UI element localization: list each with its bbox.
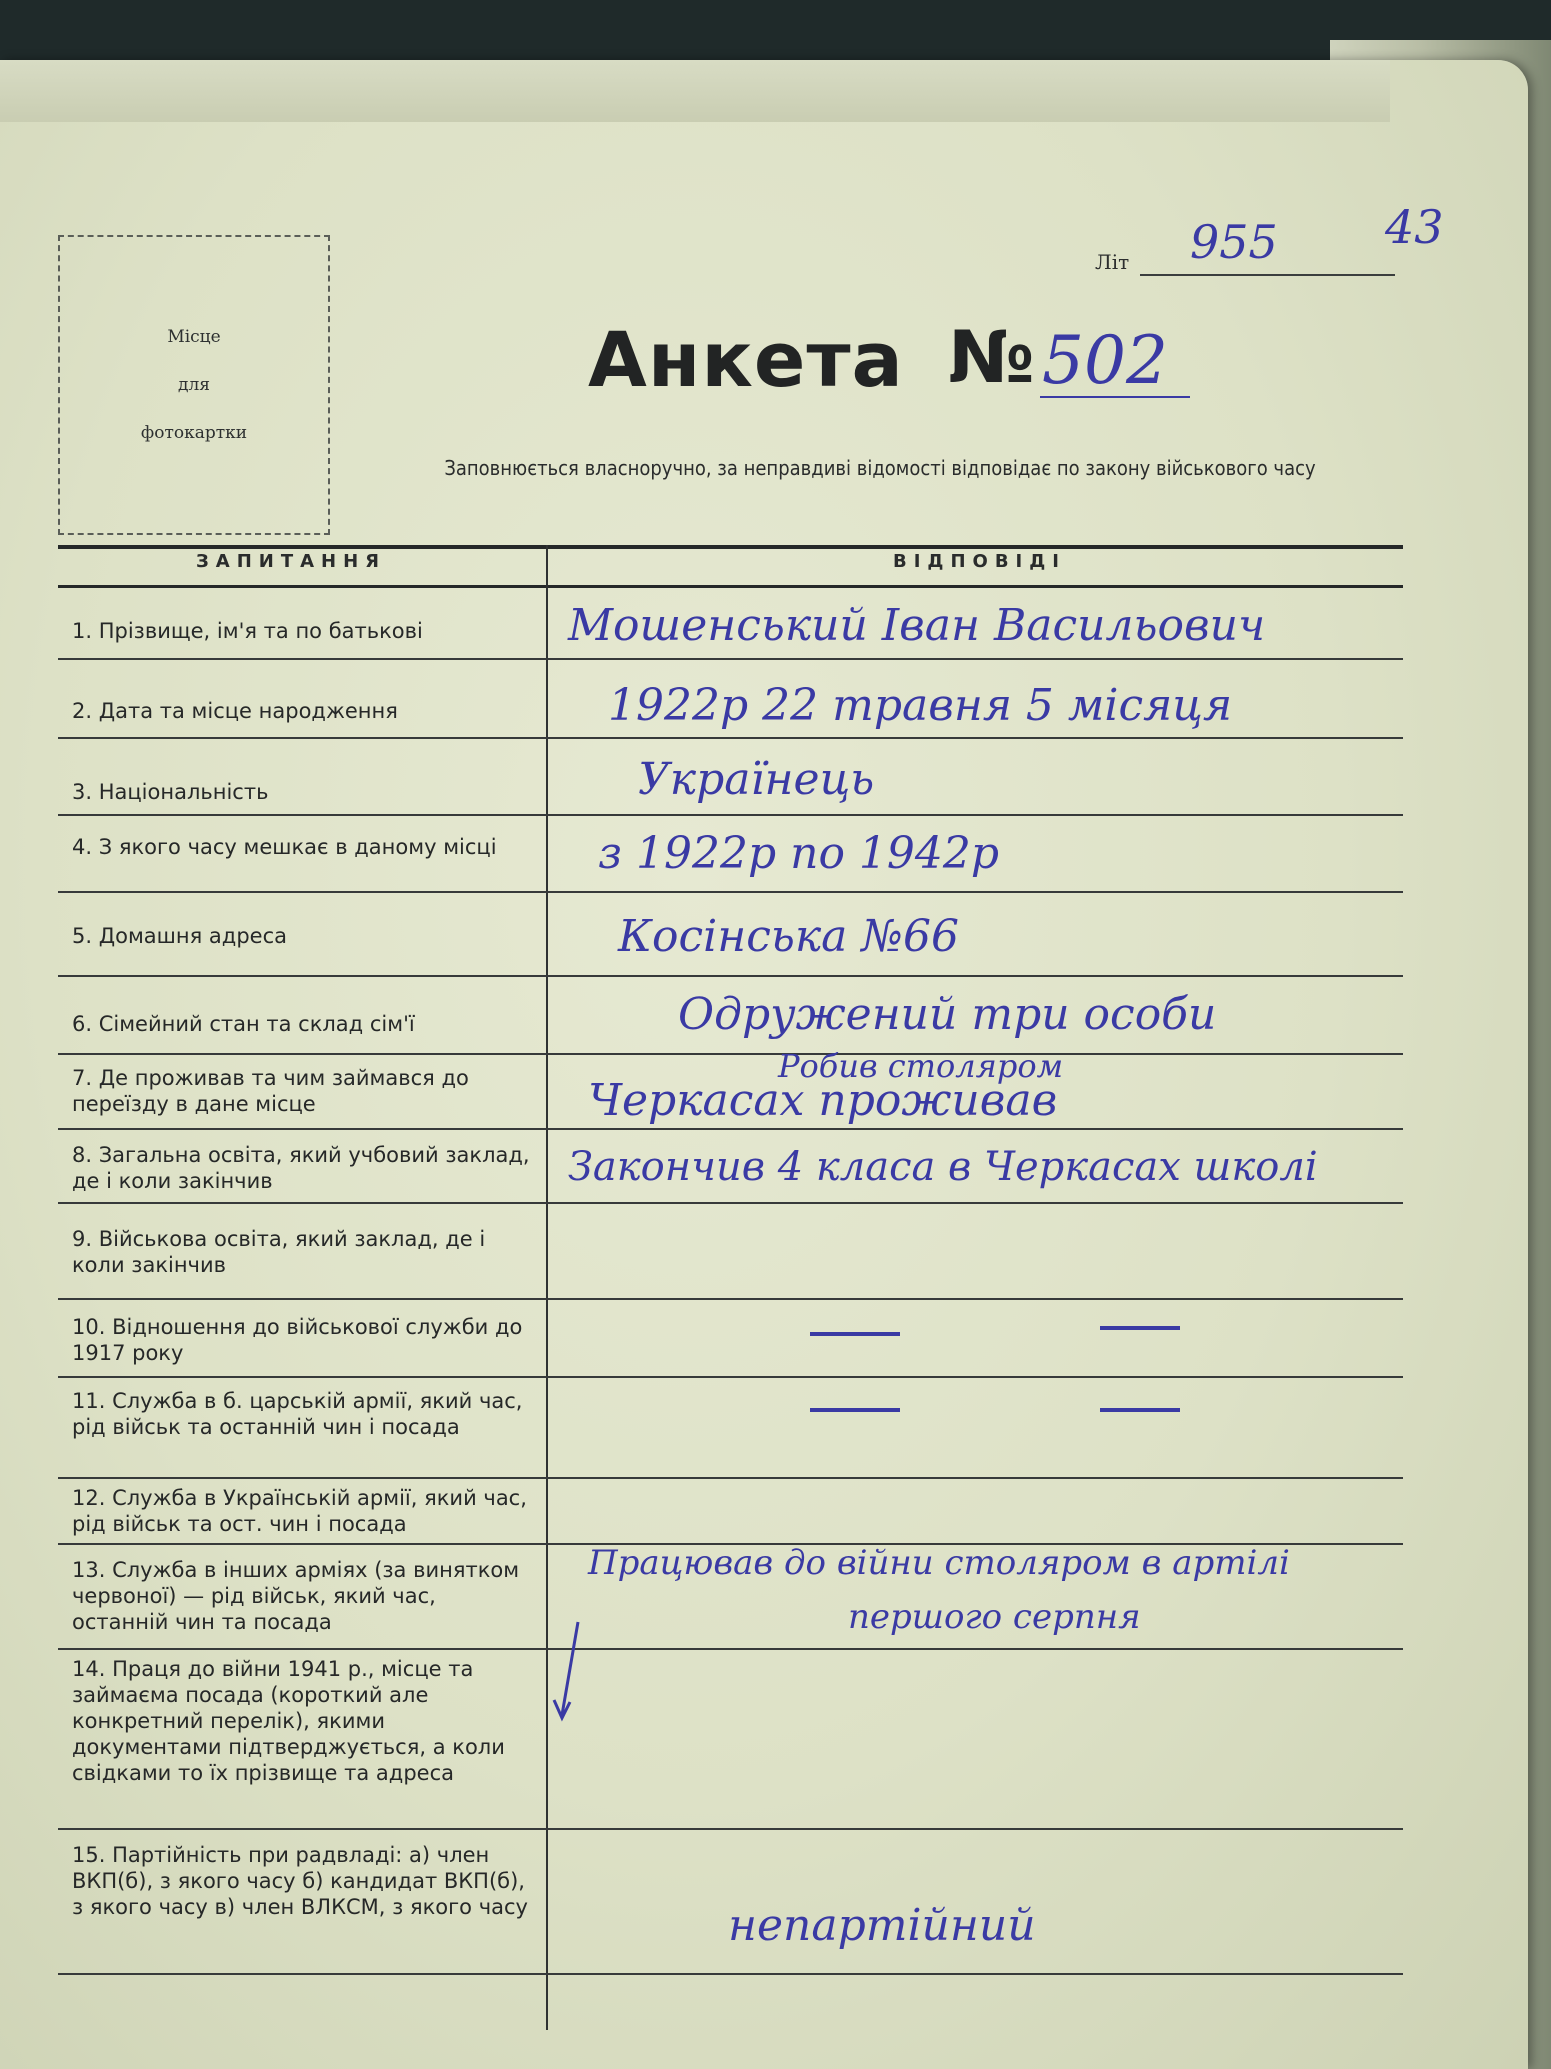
photo-label-3: фотокартки <box>140 423 248 443</box>
answer-7-note: Робив столяром <box>778 1047 1064 1085</box>
answers-header: ВІДПОВІДІ <box>893 551 1066 572</box>
questions-header: ЗАПИТАННЯ <box>196 551 387 572</box>
form-number: 502 <box>1042 322 1168 399</box>
question-4: 4. З якого часу мешкає в даному місці <box>72 835 497 859</box>
question-8: 8. Загальна освіта, який учбовий заклад, де і коли закінчив <box>72 1143 530 1193</box>
form-number-underline <box>1040 396 1190 398</box>
questionnaire-table <box>58 545 1403 2030</box>
question-13: 13. Служба в інших арміях (за винятком червоної) — рід військ, який час, останній чин та посада <box>72 1558 520 1634</box>
table-row <box>58 977 1403 1055</box>
answer-10-dash-2 <box>1100 1326 1180 1330</box>
table-row <box>58 1479 1403 1545</box>
question-11: 11. Служба в б. царській армії, який час, рід військ та останній чин і посада <box>72 1389 523 1439</box>
row-rule-left <box>58 1973 546 1975</box>
photo-label-1: Місце <box>167 327 221 347</box>
subtitle: Заповнюється власноручно, за неправдиві відомості відповідає по закону військового часу <box>444 456 1316 480</box>
table-row <box>58 1047 1403 1130</box>
answer-11-dash-1 <box>810 1408 900 1412</box>
answer-6: Одружений три особи <box>678 989 1217 1040</box>
answer-3: Українець <box>638 754 875 805</box>
table-row <box>58 1300 1403 1378</box>
question-2: 2. Дата та місце народження <box>72 699 398 723</box>
question-12: 12. Служба в Українській армії, який час, рід військ та ост. чин і посада <box>72 1486 527 1536</box>
number-sign: № <box>948 315 1035 399</box>
question-5: 5. Домашня адреса <box>72 924 287 948</box>
question-15: 15. Партійність при радвладі: а) член ВКП(б), з якого часу б) кандидат ВКП(б), з якого часу в) член ВЛКСМ, з якого часу <box>72 1843 528 1919</box>
answer-13-note: першого серпня <box>848 1597 1141 1637</box>
table-row <box>58 1130 1403 1204</box>
answer-10-dash-1 <box>810 1332 900 1336</box>
table-top-rule <box>58 545 1403 549</box>
page-title: Анкета <box>588 315 904 404</box>
row-rule-right <box>546 1973 1403 1975</box>
photo-placeholder <box>58 235 330 535</box>
lit-number: 955 <box>1190 215 1278 269</box>
arrow-mark <box>548 1620 588 1730</box>
table-row <box>58 1545 1403 1650</box>
question-7: 7. Де проживав та чим займався до переїзду в дане місце <box>72 1066 469 1116</box>
answer-1: Мошенський Іван Васильович <box>568 600 1266 651</box>
questionnaire-sheet <box>0 60 1528 2069</box>
table-row <box>58 588 1403 660</box>
top-flap <box>0 60 1390 122</box>
table-row <box>58 1830 1403 1975</box>
photo-label-2: для <box>178 375 210 395</box>
table-row <box>58 816 1403 893</box>
table-row <box>58 660 1403 739</box>
answer-15: непартійний <box>728 1900 1036 1951</box>
lit-label: Літ <box>1095 250 1130 274</box>
question-10: 10. Відношення до військової служби до 1917 року <box>72 1315 523 1365</box>
question-14: 14. Праця до війни 1941 р., місце та займаєма посада (короткий але конкретний перелік), якими документами підтверджується, а коли свідками то їх прізвище та адреса <box>72 1657 505 1785</box>
answer-4: з 1922р по 1942р <box>598 828 1000 879</box>
lit-line <box>1140 274 1395 276</box>
question-3: 3. Національність <box>72 780 269 804</box>
answer-5: Косінська №66 <box>618 911 959 962</box>
table-row <box>58 893 1403 977</box>
question-6: 6. Сімейний стан та склад сім'ї <box>72 1012 415 1036</box>
table-row <box>58 1650 1403 1830</box>
answer-2: 1922р 22 травня 5 місяця <box>608 680 1233 731</box>
table-row <box>58 1378 1403 1479</box>
table-row <box>58 1204 1403 1300</box>
answer-8: Закончив 4 класа в Черкасах школі <box>568 1144 1318 1190</box>
question-9: 9. Військова освіта, який заклад, де і коли закінчив <box>72 1227 486 1277</box>
answer-11-dash-2 <box>1100 1408 1180 1412</box>
table-row <box>58 739 1403 816</box>
question-1: 1. Прізвище, ім'я та по батькові <box>72 619 423 643</box>
answer-13: Працював до війни столяром в артілі <box>588 1543 1290 1583</box>
sheet-number: 43 <box>1385 200 1444 254</box>
answer-7: Черкасах проживав <box>588 1075 1058 1126</box>
